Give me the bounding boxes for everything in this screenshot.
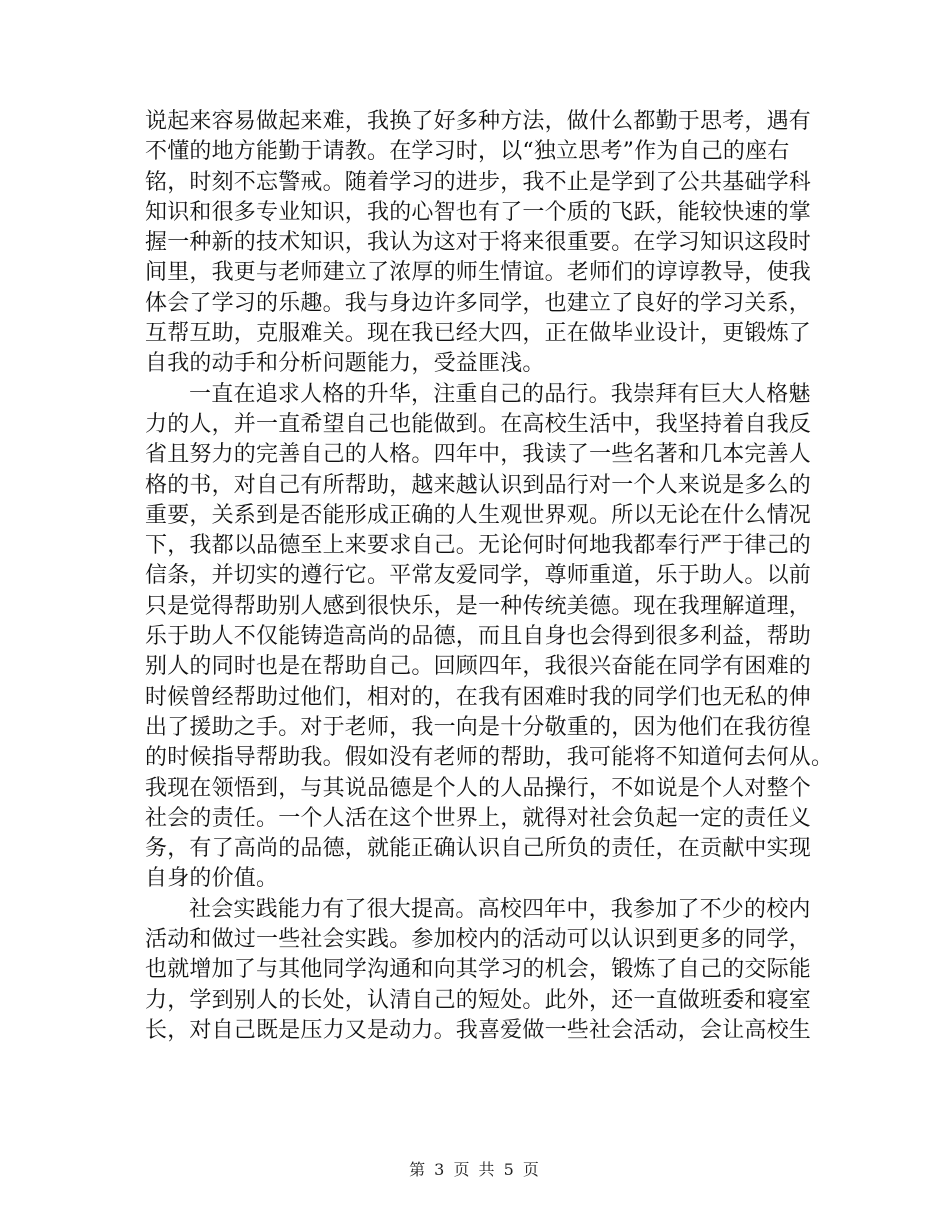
paragraph-1 — [145, 107, 825, 380]
text-line: 省且努力的完善自己的人格。四年中，我读了一些名著和几本完善人 — [145, 442, 812, 468]
text-line: 重要，关系到是否能形成正确的人生观世界观。所以无论在什么情况 — [145, 502, 812, 528]
text-line: 社会的责任。一个人活在这个世界上，就得对社会负起一定的责任义 — [145, 805, 812, 831]
page-footer: 第 3 页 共 5 页 — [409, 1160, 541, 1179]
text-line: 只是觉得帮助别人感到很快乐，是一种传统美德。现在我理解道理， — [145, 593, 812, 619]
text-line: 乐于助人不仅能铸造高尚的品德，而且自身也会得到很多利益，帮助 — [145, 624, 812, 650]
text-line: 互帮互助，克服难关。现在我已经大四，正在做毕业设计，更锻炼了 — [145, 321, 812, 347]
text-line: 别人的同时也是在帮助自己。回顾四年，我很兴奋能在同学有困难的 — [145, 654, 812, 680]
text-line: 也就增加了与其他同学沟通和向其学习的机会，锻炼了自己的交际能 — [145, 957, 812, 983]
text-line: 下，我都以品德至上来要求自己。无论何时何地我都奉行严于律己的 — [145, 533, 812, 559]
text-line: 体会了学习的乐趣。我与身边许多同学，也建立了良好的学习关系， — [145, 290, 812, 316]
text-line: 铭，时刻不忘警戒。随着学习的进步，我不止是学到了公共基础学科 — [145, 169, 812, 195]
text-line: 握一种新的技术知识，我认为这对于将来很重要。在学习知识这段时 — [145, 230, 812, 256]
text-line: 知识和很多专业知识，我的心智也有了一个质的飞跃，能较快速的掌 — [145, 199, 812, 225]
text-line: 长，对自己既是压力又是动力。我喜爱做一些社会活动，会让高校生 — [145, 1017, 812, 1043]
text-line: 不懂的地方能勤于请教。在学习时，以“独立思考”作为自己的座右 — [145, 139, 790, 165]
paragraph-3 — [145, 895, 825, 1046]
text-line: 我现在领悟到，与其说品德是个人的人品操行，不如说是个人对整个 — [145, 775, 812, 801]
text-line: 信条，并切实的遵行它。平常友爱同学，尊师重道，乐于助人。以前 — [145, 563, 812, 589]
text-line: 出了援助之手。对于老师，我一向是十分敬重的，因为他们在我彷徨 — [145, 714, 812, 740]
text-line: 力，学到别人的长处，认清自己的短处。此外，还一直做班委和寝室 — [145, 987, 812, 1013]
document-body — [145, 107, 834, 1046]
text-line: 时候曾经帮助过他们，相对的，在我有困难时我的同学们也无私的伸 — [145, 684, 812, 710]
text-line: 务，有了高尚的品德，就能正确认识自己所负的责任，在贡献中实现 — [145, 836, 812, 862]
text-line: 自我的动手和分析问题能力，受益匪浅。 — [145, 351, 545, 377]
text-line: 的时候指导帮助我。假如没有老师的帮助，我可能将不知道何去何从。 — [145, 745, 834, 771]
text-line: 说起来容易做起来难，我换了好多种方法，做什么都勤于思考，遇有 — [145, 109, 812, 134]
text-line: 社会实践能力有了很大提高。高校四年中，我参加了不少的校内 — [189, 896, 811, 922]
text-line: 一直在追求人格的升华，注重自己的品行。我崇拜有巨大人格魅 — [189, 381, 811, 407]
text-line: 力的人，并一直希望自己也能做到。在高校生活中，我坚持着自我反 — [145, 411, 812, 437]
text-line: 活动和做过一些社会实践。参加校内的活动可以认识到更多的同学， — [145, 927, 812, 953]
text-line: 自身的价值。 — [145, 866, 279, 892]
paragraph-2 — [145, 380, 834, 895]
text-line: 格的书，对自己有所帮助，越来越认识到品行对一个人来说是多么的 — [145, 472, 812, 498]
text-line: 间里，我更与老师建立了浓厚的师生情谊。老师们的谆谆教导，使我 — [145, 260, 812, 286]
